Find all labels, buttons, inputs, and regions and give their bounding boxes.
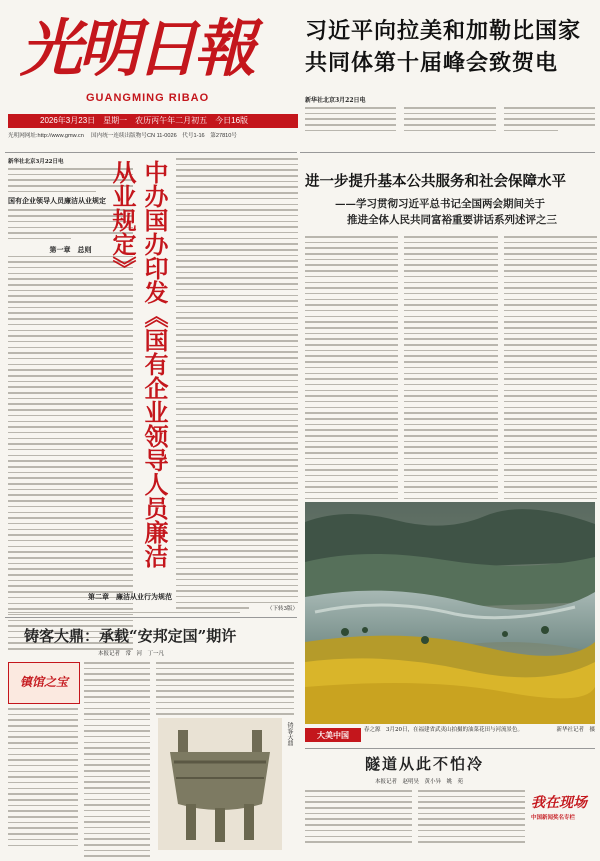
column-badge-text: 镇馆之宝 [19,675,68,689]
regulation-subtitle: 国有企业领导人员廉洁从业规定 [8,196,106,206]
photo-caption: 春之源 3月20日，在福建省武夷山拍摄的油菜花田与河流景色。 [364,727,523,733]
feature-subhead-2: 推进全体人民共同富裕重要讲话系列述评之三 [347,214,557,226]
regulation-tail [8,604,298,614]
landscape-photo-image [305,502,595,724]
ding-photo-caption: 铸客大鼎 [286,722,293,746]
photo-caption-block [364,726,595,746]
photo-tag: 大美中国 [305,728,361,742]
tunnel-story [305,752,597,852]
photo-credit: 新华社记者 摄 [556,727,595,733]
ding-vessel-icon [158,718,282,850]
website[interactable]: 光明网网址:http://www.gmw.cn [8,133,84,139]
masthead [8,4,298,148]
regulation-lead: 新华社北京3月22日电 [8,159,64,165]
top-story [305,10,595,150]
page-jump[interactable]: （下转3版） [267,606,298,612]
chapter-1: 第一章 总则 [49,244,92,254]
culture-col-3 [156,662,294,719]
onsite-badge[interactable] [531,792,595,836]
regulation-text-right [176,158,298,583]
tunnel-body [305,790,525,847]
culture-story [8,622,298,852]
feature-headline[interactable]: 进一步提升基本公共服务和社会保障水平 [305,173,566,190]
top-lead: 新华社北京3月22日电 [305,97,366,104]
culture-headline[interactable]: 铸客大鼎：承载“安邦定国”期许 [24,627,237,645]
feature-subhead-1: ——学习贯彻习近平总书记全国两会期间关于 [335,198,545,210]
column-badge [8,662,80,704]
ding-photo[interactable] [158,718,282,850]
issn: 国内统一连续出版物号CN 11-0026 代号1-16 第27810号 [91,133,237,139]
onsite-badge-title: 我在现场 [531,795,587,811]
culture-byline: 本报记者 常 河 丁一凡 [98,651,165,657]
top-headline-1[interactable]: 习近平向拉美和加勒比国家 [305,18,582,44]
tunnel-headline[interactable]: 隧道从此不怕冷 [365,755,485,773]
website-line [8,132,237,141]
masthead-pinyin: GUANGMING RIBAO [86,92,210,104]
culture-col-1 [8,708,78,850]
logo: 光明日報 [20,12,253,85]
tunnel-byline: 本报记者 赵明昊 黄小异 姚 苑 [375,779,464,785]
feature-body [305,236,597,515]
culture-col-2 [84,662,150,861]
date-line: 2026年3月23日 星期一 农历丙午年二月初五 今日16版 [40,116,249,125]
feature-story [305,158,597,498]
onsite-badge-sub: 中国新闻奖名专栏 [531,815,576,821]
chapter-2: 第二章 廉洁从业行为规范 [88,592,172,601]
top-headline-2[interactable]: 共同体第十届峰会致贺电 [305,50,559,76]
regulation-vertical-title[interactable]: 中办国办印发《国有企业领导人员廉洁从业规定》 [108,160,169,568]
landscape-photo[interactable] [305,502,595,724]
top-body-lines [305,107,595,147]
